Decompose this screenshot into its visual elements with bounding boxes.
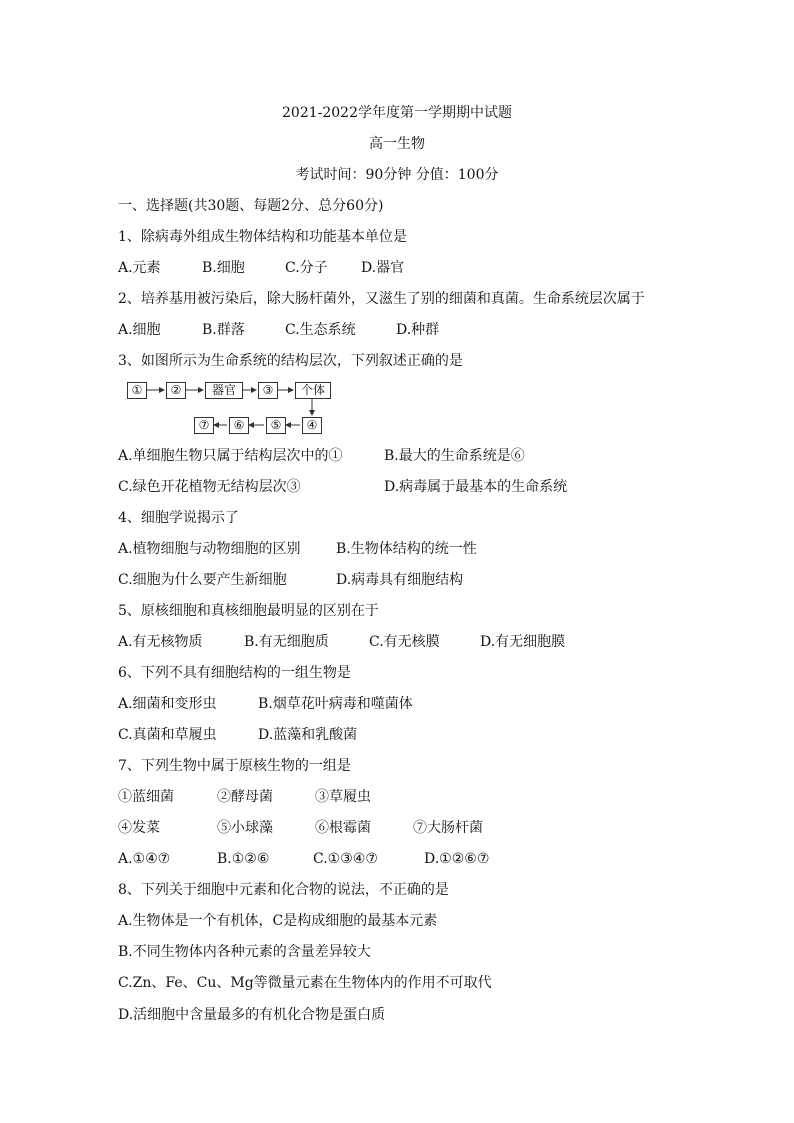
q4-option-b: B.生物体结构的统一性	[336, 541, 477, 557]
diagram-node-6: ⑥	[229, 417, 249, 434]
q2-option-c: C.生态系统	[285, 322, 356, 338]
q7-option-c: C.①③④⑦	[313, 851, 378, 867]
q1-option-a: A.元素	[118, 260, 161, 276]
q7-option-d: D.①②⑥⑦	[424, 851, 490, 867]
q2-option-a: A.细胞	[118, 322, 161, 338]
q5-option-d: D.有无细胞膜	[480, 634, 566, 650]
q5-option-b: B.有无细胞质	[244, 634, 329, 650]
q8-option-b: B.不同生物体内各种元素的含量差异较大	[118, 944, 371, 960]
q3-option-a: A.单细胞生物只属于结构层次中的①	[118, 448, 343, 464]
subject-title: 高一生物	[369, 136, 425, 152]
diagram-node-2: ②	[166, 382, 186, 399]
question-4-stem: 4、细胞学说揭示了	[118, 510, 239, 526]
exam-info: 考试时间：90分钟 分值：100分	[295, 167, 499, 183]
q6-option-b: B.烟草花叶病毒和噬菌体	[258, 696, 413, 712]
q2-option-b: B.群落	[202, 322, 245, 338]
question-3-stem: 3、如图所示为生命系统的结构层次，下列叙述正确的是	[118, 353, 463, 369]
exam-title: 2021-2022学年度第一学期期中试题	[282, 105, 512, 121]
q8-option-d: D.活细胞中含量最多的有机化合物是蛋白质	[118, 1007, 386, 1023]
q7-option-b: B.①②⑥	[217, 851, 270, 867]
q7-item-3: ③草履虫	[315, 789, 371, 805]
question-6-stem: 6、下列不具有细胞结构的一组生物是	[118, 665, 351, 681]
question-1-stem: 1、除病毒外组成生物体结构和功能基本单位是	[118, 229, 407, 245]
q3-option-b: B.最大的生命系统是⑥	[384, 448, 525, 464]
q8-option-a: A.生物体是一个有机体，C是构成细胞的最基本元素	[118, 913, 438, 929]
question-7-stem: 7、下列生物中属于原核生物的一组是	[118, 758, 351, 774]
q7-item-2: ②酵母菌	[217, 789, 273, 805]
q6-option-d: D.蓝藻和乳酸菌	[258, 727, 358, 743]
q5-option-c: C.有无核膜	[369, 634, 440, 650]
diagram-node-organ: 器官	[205, 382, 243, 399]
q7-item-1: ①蓝细菌	[118, 789, 174, 805]
q3-option-c: C.绿色开花植物无结构层次③	[118, 479, 301, 495]
q8-option-c: C.Zn、Fe、Cu、Mg等微量元素在生物体内的作用不可取代	[118, 975, 492, 991]
q1-option-c: C.分子	[285, 260, 328, 276]
question-8-stem: 8、下列关于细胞中元素和化合物的说法，不正确的是	[118, 882, 449, 898]
question-5-stem: 5、原核细胞和真核细胞最明显的区别在于	[118, 603, 379, 619]
diagram-node-4: ④	[302, 417, 322, 434]
q4-option-d: D.病毒具有细胞结构	[336, 572, 464, 588]
q1-option-b: B.细胞	[202, 260, 245, 276]
q3-option-d: D.病毒属于最基本的生命系统	[384, 479, 568, 495]
section-heading: 一、选择题(共30题、每题2分、总分60分)	[118, 198, 384, 214]
question-2-stem: 2、培养基用被污染后，除大肠杆菌外，又滋生了别的细菌和真菌。生命系统层次属于	[118, 291, 645, 307]
q7-option-a: A.①④⑦	[118, 851, 171, 867]
q7-item-5: ⑤小球藻	[217, 820, 273, 836]
diagram-node-7: ⑦	[194, 417, 214, 434]
q7-item-6: ⑥根霉菌	[315, 820, 371, 836]
q6-option-c: C.真菌和草履虫	[118, 727, 217, 743]
q5-option-a: A.有无核物质	[118, 634, 203, 650]
q7-item-7: ⑦大肠杆菌	[413, 820, 483, 836]
diagram-node-individual: 个体	[295, 382, 331, 399]
q4-option-c: C.细胞为什么要产生新细胞	[118, 572, 287, 588]
diagram-node-1: ①	[127, 382, 147, 399]
q4-option-a: A.植物细胞与动物细胞的区别	[118, 541, 301, 557]
q7-item-4: ④发菜	[118, 820, 160, 836]
diagram-node-3: ③	[258, 382, 278, 399]
q2-option-d: D.种群	[396, 322, 440, 338]
q6-option-a: A.细菌和变形虫	[118, 696, 217, 712]
diagram-node-5: ⑤	[266, 417, 286, 434]
q1-option-d: D.器官	[361, 260, 405, 276]
